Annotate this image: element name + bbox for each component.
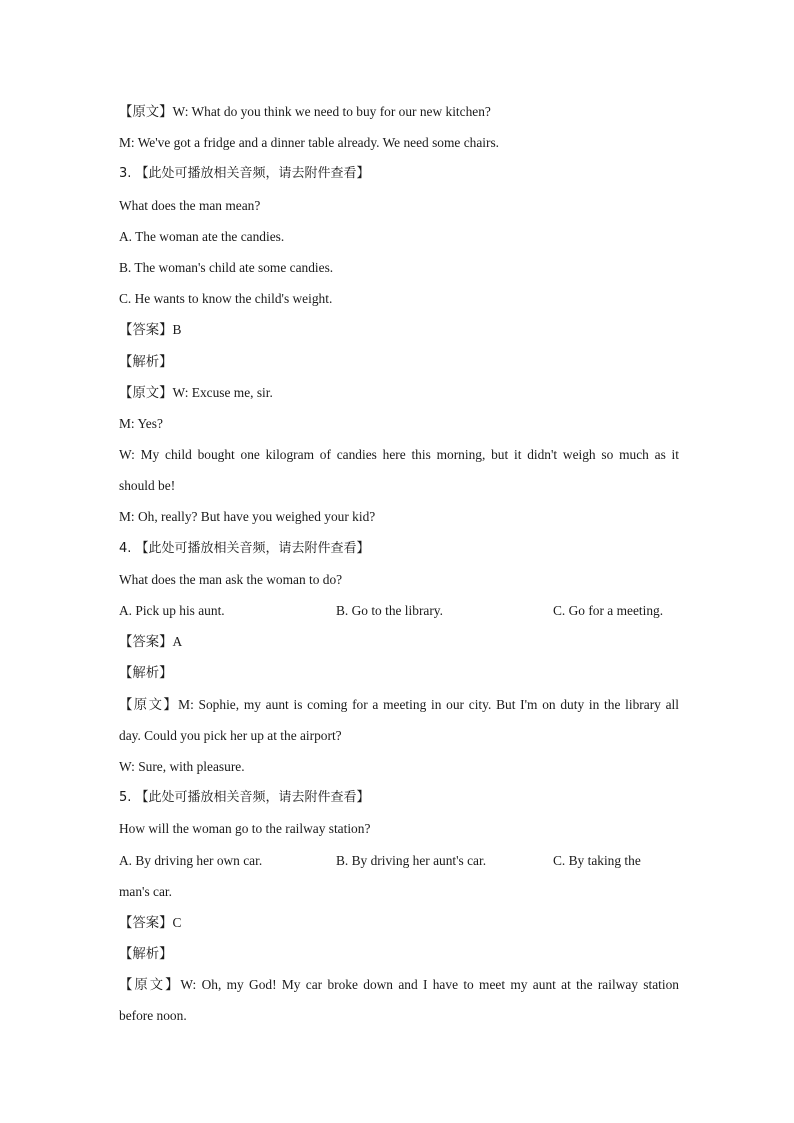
question-text: What does the man ask the woman to do? — [119, 571, 343, 587]
analysis-heading: 【解析】 — [119, 353, 173, 369]
question-number-audio-note: 3. 【此处可播放相关音频，请去附件查看】 — [119, 166, 370, 182]
analysis-heading: 【解析】 — [119, 665, 173, 681]
option-a: A. The woman ate the candies. — [119, 228, 285, 244]
options-row-q4 — [119, 599, 679, 630]
transcript-line: before noon. — [119, 1008, 187, 1024]
transcript-line: M: We've got a fridge and a dinner table already. We need some chairs. — [119, 135, 500, 151]
question-number-audio-note: 4. 【此处可播放相关音频，请去附件查看】 — [119, 540, 370, 556]
answer-line: 【答案】C — [119, 914, 182, 930]
option-a: A. Pick up his aunt. — [119, 603, 225, 618]
transcript-line: should be! — [119, 478, 176, 494]
answer-line: 【答案】A — [119, 634, 183, 650]
question-text: What does the man mean? — [119, 197, 261, 213]
option-b: B. Go to the library. — [336, 603, 443, 618]
options-row-q5 — [119, 849, 679, 880]
option-c: C. By taking the — [553, 852, 641, 868]
question-number-audio-note: 5. 【此处可播放相关音频，请去附件查看】 — [119, 790, 370, 806]
question-text: How will the woman go to the railway station? — [119, 821, 371, 837]
transcript-line: day. Could you pick her up at the airport? — [119, 727, 342, 743]
option-c: C. He wants to know the child's weight. — [119, 291, 333, 307]
option-b: B. By driving her aunt's car. — [336, 852, 487, 868]
transcript-line: W: My child bought one kilogram of candies here this morning, but it didn't weigh so much as it — [119, 447, 679, 463]
option-c: C. Go for a meeting. — [553, 603, 664, 618]
transcript-line: 【原文】W: What do you think we need to buy for our new kitchen? — [119, 104, 491, 119]
transcript-line: 【原文】M: Sophie, my aunt is coming for a meeting in our city. But I'm on duty in the library all — [119, 696, 679, 712]
option-a: A. By driving her own car. — [119, 852, 263, 868]
transcript-line: 【原文】W: Excuse me, sir. — [119, 384, 273, 400]
transcript-line: M: Oh, really? But have you weighed your kid? — [119, 509, 376, 525]
option-c-continued: man's car. — [119, 883, 172, 899]
answer-line: 【答案】B — [119, 322, 182, 338]
transcript-line: 【原文】W: Oh, my God! My car broke down and I have to meet my aunt at the railway station — [119, 977, 679, 993]
option-b: B. The woman's child ate some candies. — [119, 259, 334, 275]
transcript-line: W: Sure, with pleasure. — [119, 758, 245, 774]
analysis-heading: 【解析】 — [119, 946, 173, 962]
transcript-line: M: Yes? — [119, 415, 163, 431]
document-page — [119, 100, 679, 1036]
